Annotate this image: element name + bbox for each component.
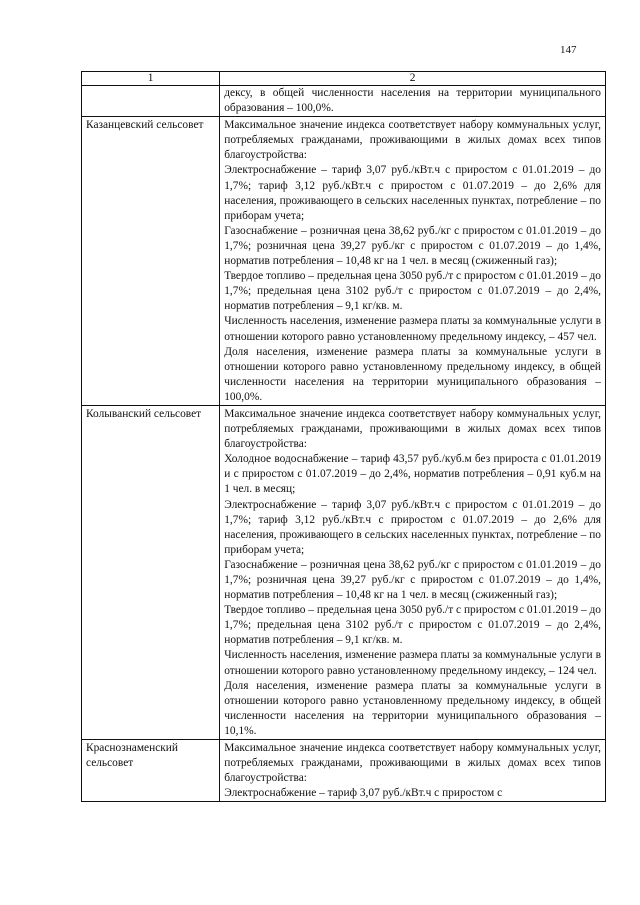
column-header: 2 bbox=[220, 72, 606, 86]
paragraph: Электроснабжение – тариф 3,07 руб./кВт.ч с приростом с bbox=[224, 787, 503, 800]
paragraph: Максимальное значение индекса соответствует набору коммунальных услуг, потребляемых гражданами, проживающими в жилых домах всех типов благоустройства: bbox=[224, 407, 601, 451]
settlements-table bbox=[81, 71, 606, 802]
description-cell bbox=[220, 740, 606, 802]
table-row bbox=[82, 117, 606, 406]
page-number: 147 bbox=[560, 44, 577, 56]
settlement-name: Казанцевский сельсовет bbox=[82, 117, 220, 406]
paragraph: Газоснабжение – розничная цена 38,62 руб./кг с приростом с 01.01.2019 – до 1,7%; розничная цена 39,27 руб./кг с приростом с 01.07.2019 – до 1,4%, норматив потребления – 10,48 кг на 1 чел. в месяц (сжиженный газ); bbox=[224, 558, 601, 602]
description-cell bbox=[220, 86, 606, 117]
column-header: 1 bbox=[82, 72, 220, 86]
paragraph: Доля населения, изменение размера платы за коммунальные услуги в отношении которого равно установленному предельному индексу, в общей численности населения на территории муниципального образования – 10,1%. bbox=[224, 679, 601, 737]
paragraph: Холодное водоснабжение – тариф 43,57 руб./куб.м без прироста с 01.01.2019 и с приростом с 01.07.2019 – до 2,4%, норматив потребления – 0,91 куб.м на 1 чел. в месяц; bbox=[224, 453, 601, 496]
paragraph: Максимальное значение индекса соответствует набору коммунальных услуг, потребляемых гражданами, проживающими в жилых домах всех типов благоустройства: bbox=[224, 742, 601, 785]
settlement-name: Краснознаменский сельсовет bbox=[82, 740, 220, 802]
paragraph: Газоснабжение – розничная цена 38,62 руб./кг с приростом с 01.01.2019 – до 1,7%; розничная цена 39,27 руб./кг с приростом с 01.07.2019 – до 1,4%, норматив потребления – 10,48 кг на 1 чел. в месяц (сжиженный газ); bbox=[224, 224, 601, 268]
table-row bbox=[82, 405, 606, 739]
paragraph: Численность населения, изменение размера платы за коммунальные услуги в отношении которого равно установленному предельному индексу, – 124 чел. bbox=[224, 649, 601, 677]
table-header-row bbox=[82, 72, 606, 86]
paragraph: Твердое топливо – предельная цена 3050 руб./т с приростом с 01.01.2019 – до 1,7%; предельная цена 3102 руб./т с приростом с 01.07.2019 – до 2,4%, норматив потребления – 9,1 кг/кв. м. bbox=[224, 270, 601, 313]
settlement-name bbox=[82, 86, 220, 117]
paragraph: Максимальное значение индекса соответствует набору коммунальных услуг, потребляемых гражданами, проживающими в жилых домах всех типов благоустройства: bbox=[224, 119, 601, 162]
paragraph: дексу, в общей численности населения на территории муниципального образования – 100,0%. bbox=[224, 87, 601, 115]
table-row bbox=[82, 86, 606, 117]
paragraph: Доля населения, изменение размера платы за коммунальные услуги в отношении которого равно установленному предельному индексу, в общей численности населения на территории муниципального образования – 100,0%. bbox=[224, 345, 601, 403]
settlement-name: Колыванский сельсовет bbox=[82, 405, 220, 739]
paragraph: Электроснабжение – тариф 3,07 руб./кВт.ч с приростом с 01.01.2019 – до 1,7%; тариф 3,12 руб./кВт.ч с приростом с 01.07.2019 – до 2,6% для населения, проживающего в сельских населенных пунктах, потребление – по приборам учета; bbox=[224, 498, 601, 556]
description-cell bbox=[220, 117, 606, 406]
paragraph: Электроснабжение – тариф 3,07 руб./кВт.ч с приростом с 01.01.2019 – до 1,7%; тариф 3,12 руб./кВт.ч с приростом с 01.07.2019 – до 2,6% для населения, проживающего в сельских населенных пунктах, потребление – по приборам учета; bbox=[224, 164, 601, 222]
paragraph: Численность населения, изменение размера платы за коммунальные услуги в отношении которого равно установленному предельному индексу, – 457 чел. bbox=[224, 315, 601, 343]
paragraph: Твердое топливо – предельная цена 3050 руб./т с приростом с 01.01.2019 – до 1,7%; предельная цена 3102 руб./т с приростом с 01.07.2019 – до 2,4%, норматив потребления – 9,1 кг/кв. м. bbox=[224, 604, 601, 647]
table-row bbox=[82, 740, 606, 802]
description-cell bbox=[220, 405, 606, 739]
